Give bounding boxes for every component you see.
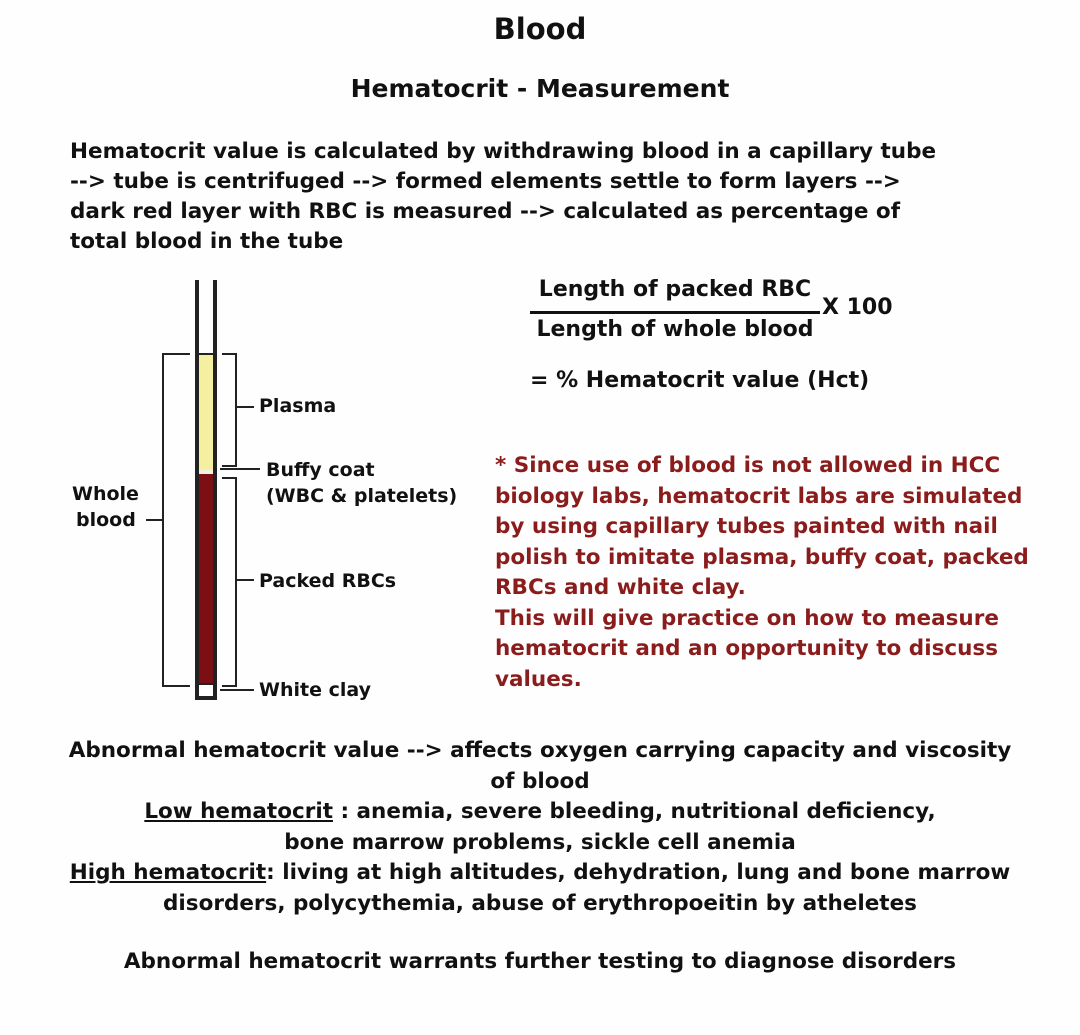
abnormal-line-cont: of blood: [490, 768, 590, 794]
intro-paragraph: [70, 137, 1030, 257]
high-hematocrit-label: High hematocrit: [69, 860, 267, 885]
buffy-coat-layer: [199, 470, 213, 474]
page-title: Blood: [493, 12, 587, 46]
fraction-bar: [530, 311, 820, 314]
plasma-bracket: [222, 354, 236, 466]
page-subtitle: Hematocrit - Measurement: [350, 74, 730, 103]
tube-bottom: [195, 696, 217, 700]
packed-rbc-layer: [199, 474, 213, 684]
formula-multiplier: X 100: [822, 295, 893, 320]
conclusion-line: Abnormal hematocrit warrants further testing to diagnose disorders: [123, 949, 957, 974]
plasma-layer: [199, 354, 213, 470]
packed-rbcs-label: Packed RBCs: [259, 570, 397, 592]
buffy-coat-label: Buffy coat: [266, 459, 375, 481]
buffy-coat-sublabel: (WBC & platelets): [266, 485, 458, 507]
intro-line: total blood in the tube: [70, 229, 344, 254]
note-line: * Since use of blood is not allowed in HCC: [495, 453, 1001, 478]
high-hematocrit-causes-cont: disorders, polycythemia, abuse of erythropoeitin by atheletes: [163, 890, 917, 916]
abnormal-values-section: [0, 736, 1080, 919]
note-line: values.: [495, 666, 582, 692]
intro-line: Hematocrit value is calculated by withdrawing blood in a capillary tube: [70, 139, 937, 164]
formula-result: = % Hematocrit value (Hct): [530, 368, 870, 393]
abnormal-line: Abnormal hematocrit value --> affects oxygen carrying capacity and viscosity: [68, 738, 1012, 763]
white-clay-layer: [199, 684, 213, 697]
lab-simulation-note: [495, 451, 1055, 695]
high-hematocrit-causes: : living at high altitudes, dehydration, lung and bone marrow: [266, 860, 1011, 885]
note-line: by using capillary tubes painted with nail: [495, 514, 998, 539]
capillary-tube-diagram: [0, 270, 480, 720]
hematocrit-formula: [510, 275, 930, 415]
tube-wall-left: [195, 280, 199, 699]
intro-line: dark red layer with RBC is measured --> calculated as percentage of: [70, 199, 901, 224]
note-line: This will give practice on how to measure: [495, 605, 999, 631]
packed-rbc-bracket: [222, 478, 236, 686]
note-line: polish to imitate plasma, buffy coat, packed: [495, 544, 1029, 570]
low-hematocrit-line: [0, 797, 1080, 828]
low-hematocrit-causes-cont: bone marrow problems, sickle cell anemia: [284, 829, 796, 855]
tube-wall-right: [213, 280, 217, 699]
formula-numerator: Length of packed RBC: [538, 277, 812, 302]
low-hematocrit-causes: : anemia, severe bleeding, nutritional deficiency,: [332, 799, 936, 824]
plasma-label: Plasma: [259, 395, 337, 417]
formula-denominator: Length of whole blood: [536, 317, 814, 342]
intro-line: --> tube is centrifuged --> formed elements settle to form layers -->: [70, 169, 901, 194]
white-clay-label: White clay: [259, 679, 371, 701]
whole-blood-sublabel: blood: [76, 509, 136, 531]
whole-blood-bracket: [163, 354, 190, 686]
high-hematocrit-line: [0, 858, 1080, 889]
note-line: hematocrit and an opportunity to discuss: [495, 636, 999, 661]
whole-blood-label: Whole: [72, 483, 139, 505]
note-line: RBCs and white clay.: [495, 575, 746, 600]
note-line: biology labs, hematocrit labs are simulated: [495, 483, 1023, 509]
low-hematocrit-label: Low hematocrit: [144, 799, 333, 824]
